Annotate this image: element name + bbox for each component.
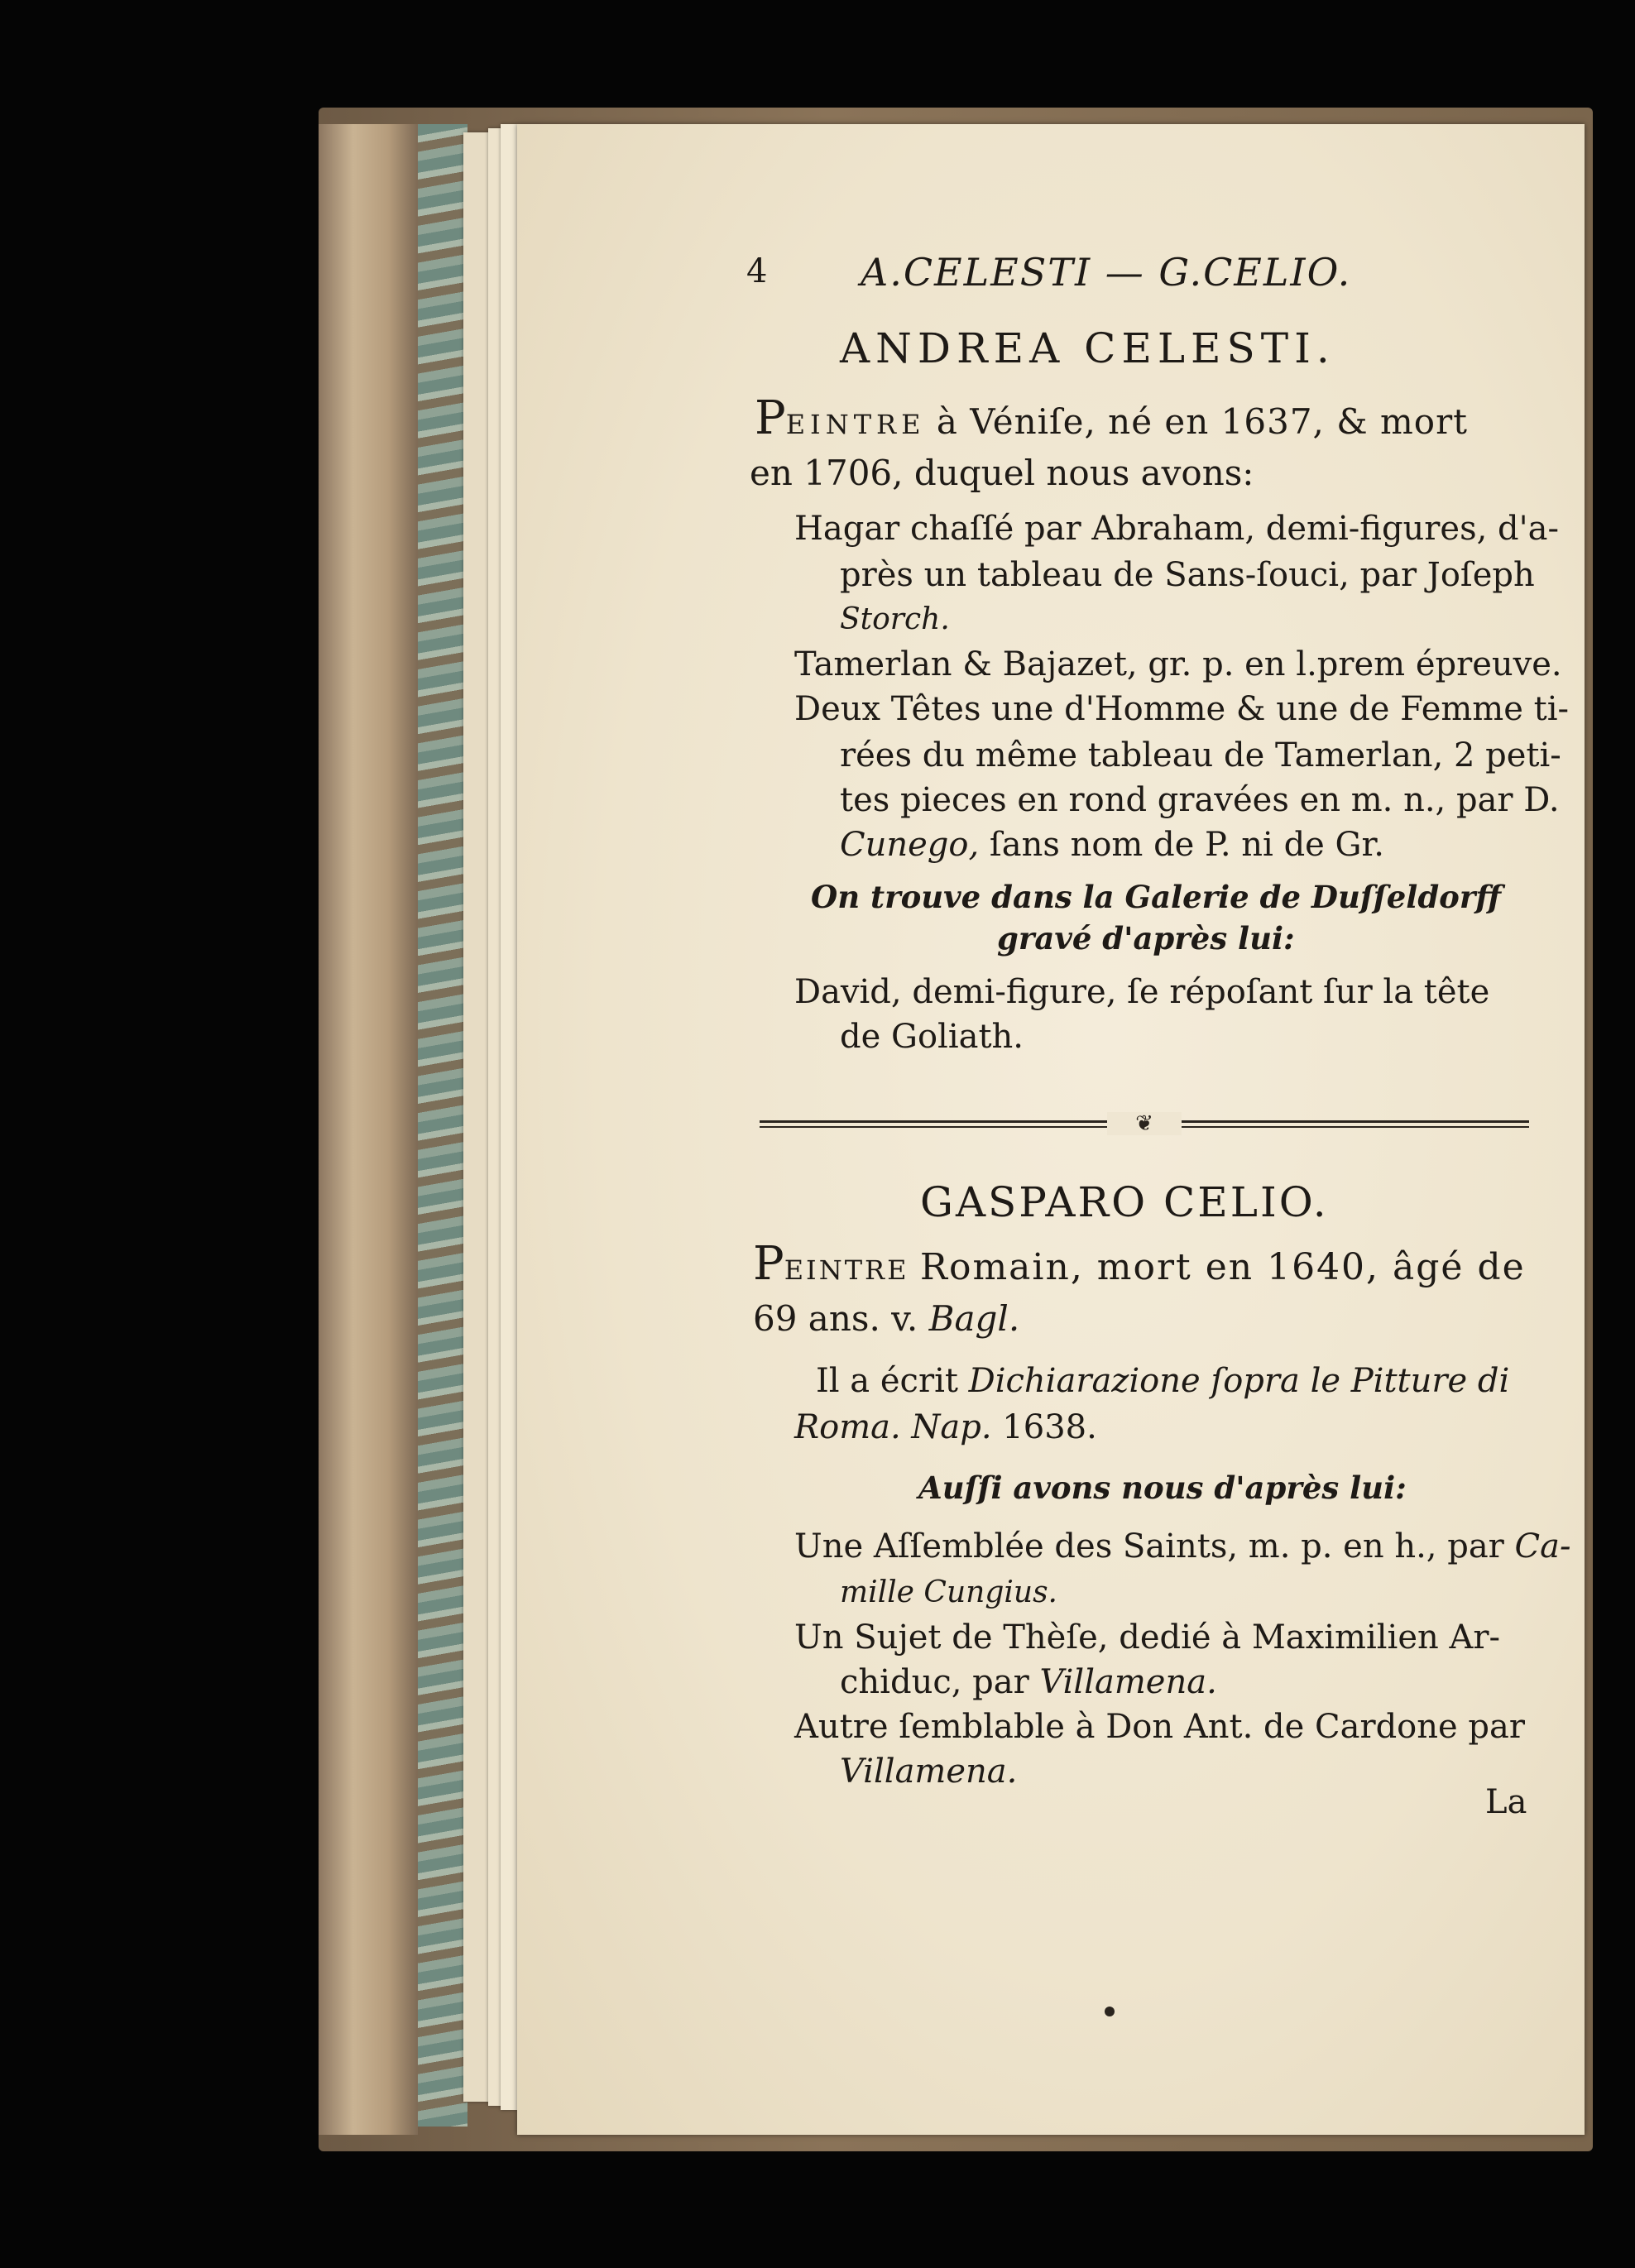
- page-leaf: [463, 132, 488, 2102]
- drop-cap: P: [753, 1237, 784, 1291]
- entry-line: rées du même tableau de Tamerlan, 2 peti-: [840, 736, 1561, 774]
- intro-text: Romain, mort en 1640, âgé de: [919, 1246, 1526, 1288]
- entry-line: Deux Têtes une d'Homme & une de Femme ti-: [794, 690, 1569, 728]
- entry-line: chiduc, par Villamena.: [840, 1663, 1217, 1701]
- entry-line: de Goliath.: [840, 1018, 1024, 1056]
- intro-line: [755, 391, 1469, 448]
- entry-line: David, demi-figure, ſe répoſant ſur la tête: [794, 973, 1490, 1011]
- note-line: Auſſi avons nous d'après lui:: [918, 1470, 1407, 1506]
- entry-line: Hagar chaſſé par Abraham, demi-figures, d'a-: [794, 510, 1560, 548]
- ink-dot: [1105, 2007, 1115, 2016]
- paragraph-line: Roma. Nap. 1638.: [794, 1408, 1097, 1446]
- small-caps: EINTRE: [784, 1254, 909, 1286]
- marbled-edge: [418, 124, 467, 2127]
- ornamental-divider: [760, 1111, 1529, 1136]
- entry-line: Un Sujet de Thèſe, dedié à Maximilien Ar-: [794, 1618, 1500, 1657]
- page-leaf: [501, 124, 517, 2110]
- engraver-name: Cunego,: [840, 826, 980, 864]
- note-line: gravé d'après lui:: [997, 920, 1295, 957]
- intro-text: à Véniſe, né en 1637, & mort: [936, 401, 1469, 442]
- book-spine: [319, 124, 418, 2135]
- section-heading-celesti: ANDREA CELESTI.: [840, 324, 1335, 372]
- note-line: On trouve dans la Galerie de Duſſeldorff: [811, 879, 1501, 915]
- entry-line: Tamerlan & Bajazet, gr. p. en l.prem épreuve.: [794, 645, 1562, 683]
- running-head: A.CELESTI — G.CELIO.: [861, 250, 1352, 295]
- entry-line: Cunego, ſans nom de P. ni de Gr.: [840, 826, 1384, 864]
- page-number: 4: [746, 252, 768, 290]
- entry-line: tes pieces en rond gravées en m. n., par D.: [840, 781, 1560, 819]
- entry-line: Une Aſſemblée des Saints, m. p. en h., par Ca-: [794, 1527, 1571, 1566]
- entry-line: Villamena.: [840, 1753, 1018, 1791]
- intro-line: [753, 1237, 1526, 1293]
- entry-line: près un tableau de Sans-ſouci, par Joſeph: [840, 556, 1535, 594]
- intro-line: 69 ans. v. Bagl.: [753, 1298, 1020, 1339]
- intro-line: en 1706, duquel nous avons:: [750, 453, 1254, 493]
- entry-line: Autre ſemblable à Don Ant. de Cardone par: [794, 1708, 1525, 1746]
- drop-cap: P: [755, 391, 786, 445]
- small-caps: EINTRE: [785, 409, 926, 440]
- entry-line: mille Cungius.: [840, 1575, 1058, 1609]
- catchword: La: [1485, 1783, 1527, 1821]
- entry-line: Storch.: [840, 602, 950, 636]
- ornament-icon: ❦: [1107, 1112, 1182, 1135]
- paragraph-line: Il a écrit Dichiarazione ſopra le Pitture di: [816, 1362, 1510, 1400]
- section-heading-celio: GASPARO CELIO.: [920, 1178, 1329, 1226]
